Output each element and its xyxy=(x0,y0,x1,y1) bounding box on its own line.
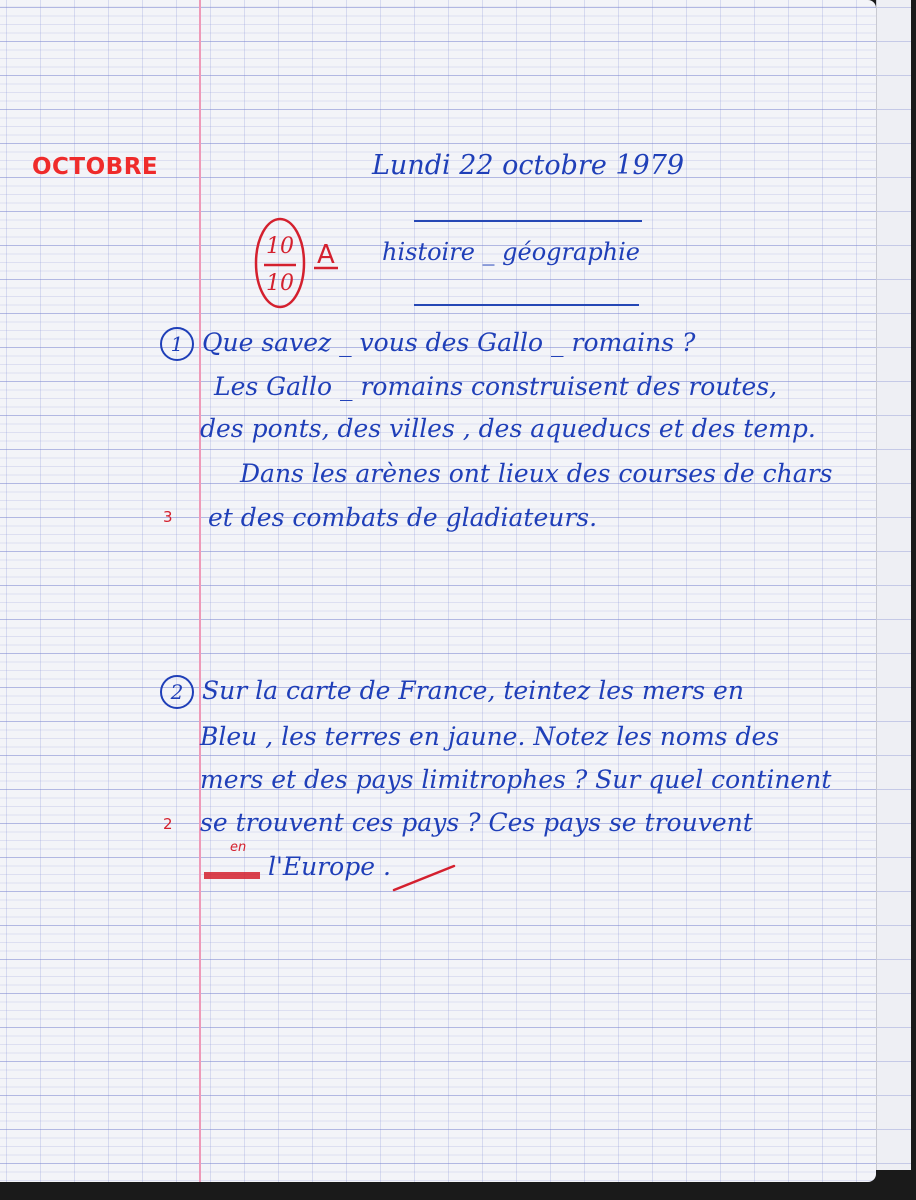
question-2-line-2: Bleu , les terres en jaune. Notez les noms des xyxy=(200,722,780,751)
subject-title: histoire _ géographie xyxy=(382,238,641,266)
question-1-line-3: des ponts, des villes , des aqueducs et des temp. xyxy=(200,414,816,443)
title-rule-top xyxy=(414,220,642,222)
question-1-line-2: Les Gallo _ romains construisent des routes, xyxy=(214,372,778,401)
question-number-2: 2 xyxy=(160,675,194,709)
teacher-correction: en xyxy=(230,840,247,855)
question-2-line-3: mers et des pays limitrophes ? Sur quel continent xyxy=(200,765,832,794)
grade-letter: A xyxy=(317,240,335,270)
crossed-out-word xyxy=(204,872,260,879)
grade-numerator: 10 xyxy=(266,234,294,259)
margin-line xyxy=(199,0,201,1182)
question-2-line-1: Sur la carte de France, teintez les mers en xyxy=(202,676,744,705)
question-2-line-5: l'Europe . xyxy=(268,852,391,881)
notebook-next-page-edge xyxy=(876,0,911,1170)
question-1-line-5: et des combats de gladiateurs. xyxy=(208,503,598,532)
question-1-line-1: Que savez _ vous des Gallo _ romains ? xyxy=(202,328,696,357)
question-1-score: 3 xyxy=(163,508,173,526)
question-2-score: 2 xyxy=(163,815,173,833)
title-rule-bottom xyxy=(414,304,639,306)
grade-denominator: 10 xyxy=(266,271,294,296)
teacher-check-mark xyxy=(390,860,460,896)
question-number-1: 1 xyxy=(160,327,194,361)
question-2-line-4: se trouvent ces pays ? Ces pays se trouvent xyxy=(200,808,753,837)
month-label: OCTOBRE xyxy=(32,154,159,180)
question-1-line-4: Dans les arènes ont lieux des courses de chars xyxy=(240,459,833,488)
date-heading: Lundi 22 octobre 1979 xyxy=(372,150,685,181)
